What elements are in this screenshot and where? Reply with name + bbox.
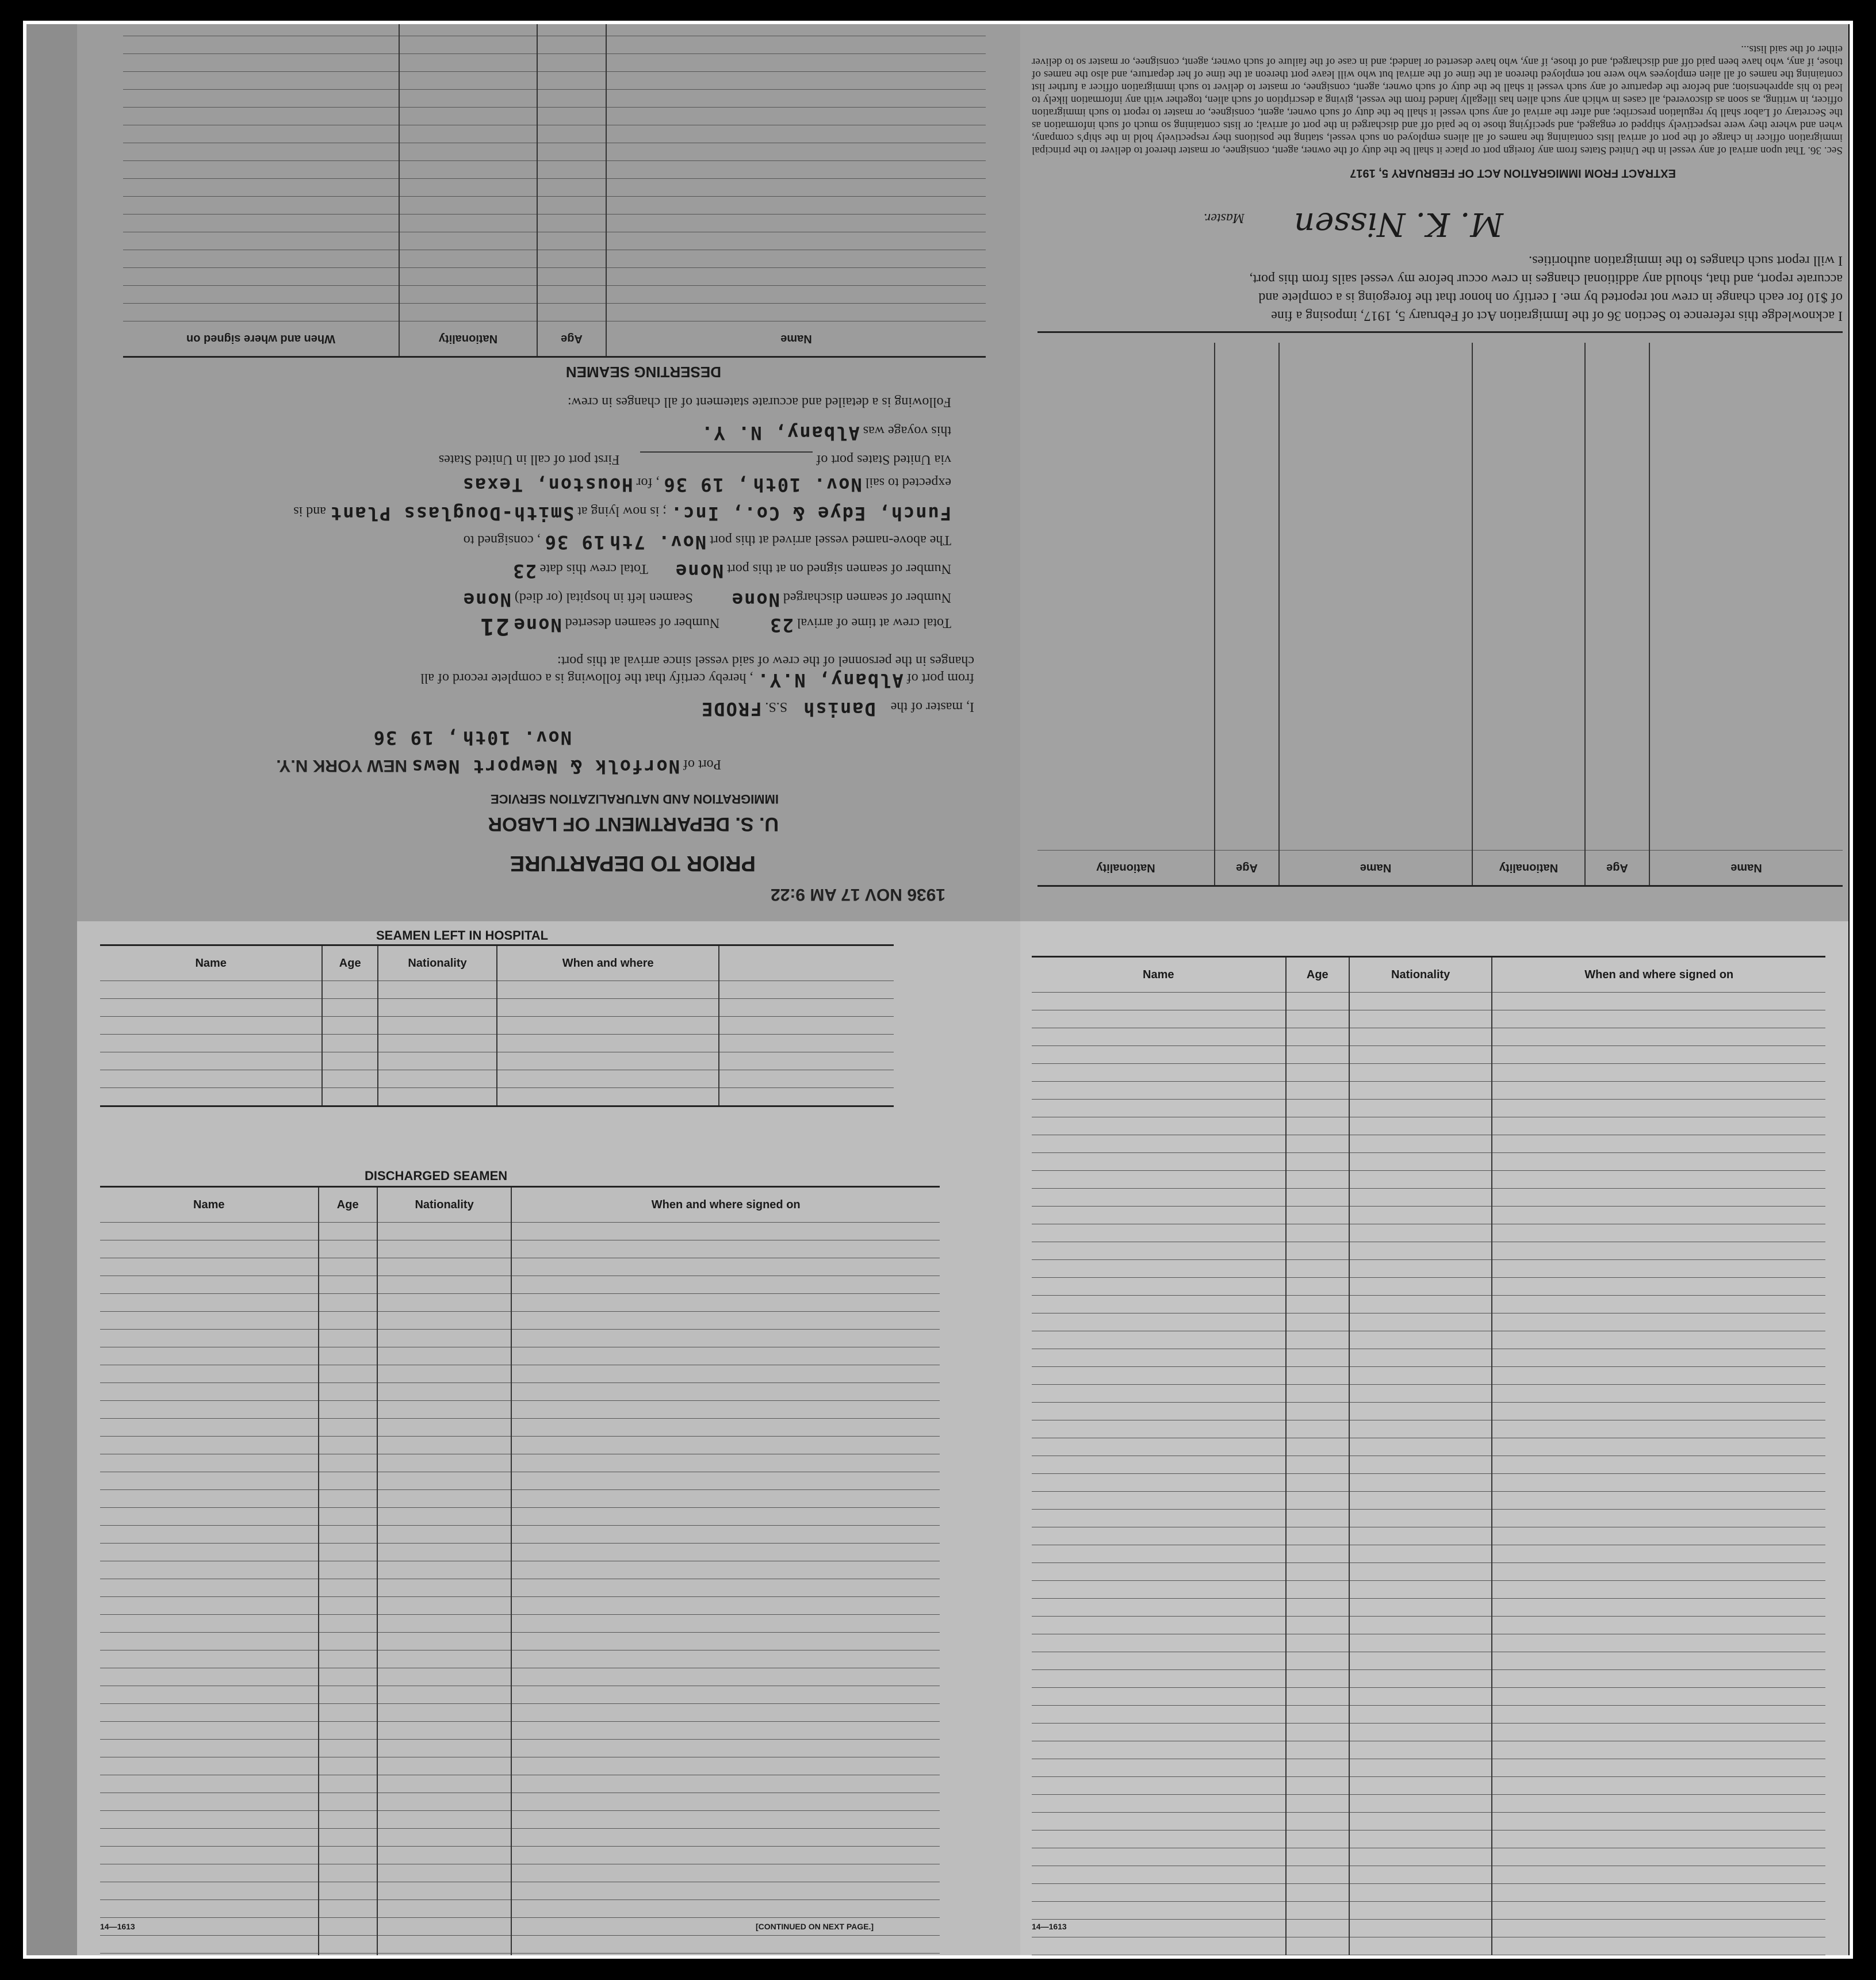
signed-value: None — [675, 560, 724, 582]
table-row — [1032, 1385, 1825, 1403]
arrived-row — [464, 531, 951, 553]
table-row — [1032, 1795, 1825, 1813]
table-row — [100, 1401, 940, 1419]
table-row — [100, 1597, 940, 1615]
continued-note: [CONTINUED ON NEXT PAGE.] — [756, 1922, 874, 1931]
sail-row — [462, 474, 951, 496]
table-row — [1032, 1474, 1825, 1492]
discharged-label: Number of seamen discharged — [783, 590, 951, 605]
via-row — [439, 451, 951, 467]
table-row — [1032, 1866, 1825, 1884]
lying-suffix: and is — [293, 504, 326, 519]
table-row — [123, 286, 986, 304]
table-row — [123, 197, 986, 215]
signed-label: Number of seamen signed on at this port — [727, 561, 951, 576]
table-row — [1032, 1082, 1825, 1100]
table-row — [100, 1561, 940, 1579]
col-age: Age — [1286, 958, 1349, 993]
from-port-value: Albany, N.Y. — [756, 669, 903, 691]
table-row — [1032, 1759, 1825, 1777]
table-row — [1032, 1403, 1825, 1420]
table-row — [1032, 1117, 1825, 1135]
arrived-label: The above-named vessel arrived at this port — [710, 533, 951, 547]
bottom-right-panel — [1020, 921, 1848, 1956]
discharged-heading: DISCHARGED SEAMEN — [365, 1169, 508, 1183]
table-row — [1037, 343, 1843, 851]
table-row — [100, 1437, 940, 1454]
department-heading: U. S. DEPARTMENT OF LABOR — [488, 813, 779, 835]
table-row — [100, 1017, 894, 1035]
table-row — [100, 1052, 894, 1070]
table-row — [100, 1757, 940, 1775]
deserting-table — [123, 24, 986, 358]
hospital-table — [100, 944, 894, 1107]
table-row — [100, 1650, 940, 1668]
table-row — [100, 1223, 940, 1240]
table-row — [100, 1088, 894, 1106]
sail-label: expected to sail — [865, 475, 951, 490]
master-label: Master. — [1203, 210, 1245, 225]
table-row — [100, 1668, 940, 1686]
col-age: Age — [537, 321, 606, 357]
table-row — [1032, 1884, 1825, 1902]
page-margin — [26, 24, 77, 1959]
year-value: , 19 36 — [372, 727, 458, 749]
table-row — [1032, 1278, 1825, 1296]
table-row — [1032, 1313, 1825, 1331]
deserted-mark: 21 — [479, 613, 510, 639]
voyage-value: Albany, N. Y. — [700, 422, 860, 444]
col-extra — [719, 946, 894, 981]
discharged-table — [100, 1186, 940, 1956]
master-signature: M. K. Nissen — [1294, 205, 1503, 243]
arrived-value: Nov. 7th — [608, 531, 707, 553]
table-row — [100, 1294, 940, 1312]
table-row — [100, 1544, 940, 1561]
table-row — [123, 179, 986, 197]
ship-name: FRODE — [700, 698, 762, 720]
table-row — [100, 1454, 940, 1472]
table-row — [100, 1704, 940, 1722]
table-row — [1032, 1242, 1825, 1260]
table-row — [100, 1954, 940, 1957]
top-right-panel — [1020, 24, 1848, 921]
prior-to-departure-heading: PRIOR TO DEPARTURE — [510, 851, 756, 875]
table-row — [100, 1882, 940, 1900]
discharged-row — [462, 589, 951, 611]
table-row — [123, 268, 986, 286]
consignee-row — [293, 503, 951, 524]
deserted-value: None — [512, 614, 562, 636]
ack-line-4: I will report such changes to the immigration authorities. — [1529, 253, 1843, 268]
table-row — [123, 72, 986, 90]
sail-year: , 19 36 — [663, 474, 749, 496]
table-row — [1032, 1955, 1825, 1957]
table-row — [1032, 1902, 1825, 1920]
form-number: 14—1613 — [1032, 1922, 1067, 1931]
table-row — [1032, 1652, 1825, 1670]
table-row — [123, 161, 986, 179]
col-nationality: Nationality — [1472, 851, 1585, 886]
table-row — [1032, 1367, 1825, 1385]
table-row — [100, 1508, 940, 1526]
inverted-form-back — [1020, 24, 1848, 921]
table-row — [1032, 1545, 1825, 1563]
col-when-where: When and where signed on — [186, 332, 335, 346]
table-row — [100, 1070, 894, 1088]
certify-text: , hereby certify that the following is a complete record of all — [420, 671, 753, 685]
hospital-heading: SEAMEN LEFT IN HOSPITAL — [376, 928, 549, 943]
received-stamp: 1936 NOV 17 AM 9:22 — [770, 885, 945, 904]
voyage-row — [700, 422, 951, 444]
from-port-label: from port of — [906, 671, 974, 685]
col-nationality-2: Nationality — [1096, 861, 1155, 875]
table-row — [1032, 1937, 1825, 1955]
table-row — [123, 36, 986, 54]
master-prefix: I, master of the — [890, 699, 974, 714]
table-row — [1032, 1100, 1825, 1117]
bottom-left-panel — [77, 921, 1020, 1956]
arrived-year: 19 36 — [543, 531, 606, 553]
service-heading: IMMIGRATION AND NATURALIZATION SERVICE — [490, 792, 779, 806]
col-age: Age — [319, 1188, 377, 1223]
table-row — [1032, 1189, 1825, 1207]
col-when-where: When and where signed on — [651, 1198, 801, 1211]
for-value: Houston, Texas — [461, 474, 633, 496]
crew-arrival-label: Total crew at time of arrival — [797, 615, 951, 630]
via-label: via United States port of — [816, 452, 951, 467]
port-value: Norfolk & Newport News — [411, 756, 680, 778]
deserting-heading: DESERTING SEAMEN — [565, 363, 721, 381]
table-row — [100, 999, 894, 1017]
table-row — [1032, 1010, 1825, 1028]
col-name: Name — [1649, 851, 1843, 886]
table-row — [100, 1793, 940, 1811]
from-port-row — [420, 669, 974, 691]
table-row — [100, 1900, 940, 1918]
table-row — [1032, 1741, 1825, 1759]
table-row — [1032, 1046, 1825, 1064]
table-row — [1032, 1830, 1825, 1848]
nationality-value: Danish — [802, 698, 876, 720]
col-when-where: When and where — [497, 946, 719, 981]
table-row — [1032, 1634, 1825, 1652]
hospital-value: None — [462, 589, 511, 611]
continuation-table — [1032, 956, 1825, 1956]
table-row — [100, 1419, 940, 1437]
table-row — [100, 1240, 940, 1258]
table-row — [123, 90, 986, 108]
table-row — [1032, 1706, 1825, 1724]
col-name: Name — [100, 1188, 319, 1223]
form-number: 14—1613 — [100, 1922, 135, 1931]
table-row — [1032, 1171, 1825, 1189]
table-row — [1032, 1920, 1825, 1937]
table-row — [1032, 1670, 1825, 1688]
table-row — [100, 1811, 940, 1829]
document-frame — [23, 21, 1853, 1959]
table-row — [100, 1686, 940, 1704]
table-row — [1032, 1724, 1825, 1741]
table-row — [100, 1383, 940, 1401]
table-row — [1032, 1224, 1825, 1242]
ack-line-1: I acknowledge this reference to Section 36 of the Immigration Act of February 5, 1917, imposing a fine — [1271, 308, 1843, 323]
table-row — [100, 1740, 940, 1757]
table-row — [123, 215, 986, 232]
ship-prefix: S.S. — [765, 699, 788, 714]
total-value: 23 — [512, 560, 537, 582]
extract-heading: EXTRACT FROM IMMIGRATION ACT OF FEBRUARY 5, 1917 — [1350, 167, 1676, 179]
table-row — [100, 1330, 940, 1347]
table-row — [123, 54, 986, 72]
col-nationality: Nationality — [1349, 958, 1492, 993]
table-row — [1032, 1492, 1825, 1510]
ack-line-2: of $10 for each change in crew not reported by me. I certify on honor that the foregoing is a complete and — [1258, 290, 1843, 305]
table-row — [1032, 1581, 1825, 1599]
table-row — [1032, 1296, 1825, 1313]
table-row — [100, 1312, 940, 1330]
first-port-label: First port of call in United States — [438, 452, 620, 467]
table-row — [100, 1864, 940, 1882]
discharged-value: None — [730, 589, 780, 611]
table-row — [100, 1633, 940, 1650]
table-row — [1032, 1260, 1825, 1278]
col-age-2: Age — [1215, 851, 1279, 886]
col-age: Age — [1585, 851, 1649, 886]
table-row — [100, 1615, 940, 1633]
table-row — [1032, 1617, 1825, 1634]
table-row — [1032, 1599, 1825, 1617]
col-nationality: Nationality — [399, 321, 537, 357]
col-name: Name — [606, 321, 986, 357]
table-row — [123, 125, 986, 143]
table-row — [123, 24, 986, 36]
consigned-label: , consigned to — [463, 533, 541, 547]
table-row — [1032, 1438, 1825, 1456]
col-age: Age — [322, 946, 378, 981]
table-row — [100, 1258, 940, 1276]
table-row — [100, 1490, 940, 1508]
top-left-panel — [77, 24, 1020, 921]
lying-value: Smith-Douglass Plant — [329, 503, 575, 524]
table-row — [123, 143, 986, 161]
table-row — [100, 1775, 940, 1793]
table-row — [100, 1276, 940, 1294]
hospital-label: Seamen left in hospital (or died) — [514, 590, 693, 605]
crew-arrival-value: 23 — [769, 614, 794, 636]
table-row — [123, 108, 986, 125]
table-row — [100, 1472, 940, 1490]
table-row — [1032, 1456, 1825, 1474]
for-label: , for — [636, 475, 660, 490]
col-name: Name — [100, 946, 322, 981]
col-name: Name — [1032, 958, 1286, 993]
total-label: Total crew this date — [539, 561, 649, 576]
table-row — [1032, 1813, 1825, 1830]
table-row — [1032, 1510, 1825, 1527]
table-row — [100, 1829, 940, 1847]
col-name-2: Name — [1279, 851, 1472, 886]
table-row — [100, 1936, 940, 1954]
table-row — [1032, 1349, 1825, 1367]
voyage-label: this voyage was — [863, 423, 951, 438]
table-row — [1032, 1207, 1825, 1224]
port-stamp: NEW YORK N.Y. — [276, 756, 408, 775]
sail-value: Nov. 10th — [752, 474, 862, 496]
table-row — [1032, 993, 1825, 1010]
col-nationality: Nationality — [377, 1188, 512, 1223]
deserted-label: Number of seamen deserted — [565, 615, 720, 630]
table-row — [1032, 1420, 1825, 1438]
table-row — [1032, 1848, 1825, 1866]
table-row — [1032, 1527, 1825, 1545]
table-row — [123, 250, 986, 268]
inverted-form-front — [77, 24, 1020, 921]
table-row — [100, 1526, 940, 1544]
crew-table-back — [1037, 331, 1843, 887]
table-row — [1032, 1331, 1825, 1349]
port-label: Port of — [683, 757, 721, 772]
crew-arrival-row — [479, 613, 951, 639]
table-row — [1032, 1028, 1825, 1046]
table-row — [100, 1847, 940, 1864]
section-36-text: Sec. 36. That upon arrival of any vessel in the United States from any foreign port or place it shall be the duty of the owner, agent, consignee, or master thereof to deliver to the principal immigration officer in charge of the port of arrival lists containing the names of all aliens employed on such vessel, stating the positions they respectively hold in the ship's company, when and where they were respectively shipped or engaged, and specifying those to be paid off and discharged in the port of arrival; or lists containing so much of such information as the Secretary of Labor shall by regulation prescribe; and after the arrival of any such vessel it shall be the duty of such owner, agent, consignee, or master to report to such immigration officer, in writing, as soon as discovered, all cases in which any such alien has illegally landed from the vessel, giving a description of such alien, together with any information likely to lead to his apprehension; and before the departure of any such vessel it shall be the duty of such owner, agent, consignee, or master to deliver to such immigration officer a further list containing the names of all alien employees who were not employed thereon at the time of the arrival but who will leave port thereon at the time of her departure, and also the names of those, if any, who have been paid off and discharged, and of those, if any, who have deserted or landed; and in case of the failure of such owner, agent, consignee, or master so to deliver either of the said lists... — [1032, 43, 1843, 156]
consignee-value: Funch, Edye & Co., Inc. — [669, 503, 951, 524]
table-row — [1032, 1153, 1825, 1171]
date-row — [373, 727, 572, 749]
table-row — [1032, 1777, 1825, 1795]
port-row — [276, 756, 721, 778]
table-row — [100, 1722, 940, 1740]
col-when-where: When and where signed on — [1584, 968, 1734, 981]
ack-line-3: accurate report, and that, should any additional changes in crew occur before my vessel sails from this port, — [1249, 271, 1843, 286]
table-row — [100, 981, 894, 999]
signed-row — [512, 560, 951, 582]
table-row — [1032, 1135, 1825, 1153]
following-text: Following is a detailed and accurate statement of all changes in crew: — [567, 395, 951, 409]
table-row — [123, 232, 986, 250]
table-row — [100, 1347, 940, 1365]
table-row — [1032, 1563, 1825, 1581]
col-nationality: Nationality — [378, 946, 497, 981]
date-value: Nov. 10th — [461, 727, 572, 749]
changes-text: changes in the personnel of the crew of said vessel since arrival at this port: — [557, 653, 974, 668]
table-row — [100, 1365, 940, 1383]
lying-label: ; is now lying at — [577, 504, 667, 519]
table-row — [1032, 1688, 1825, 1706]
table-row — [100, 1579, 940, 1597]
table-row — [100, 1035, 894, 1052]
table-row — [123, 304, 986, 321]
master-row — [700, 698, 974, 720]
table-row — [1032, 1064, 1825, 1082]
